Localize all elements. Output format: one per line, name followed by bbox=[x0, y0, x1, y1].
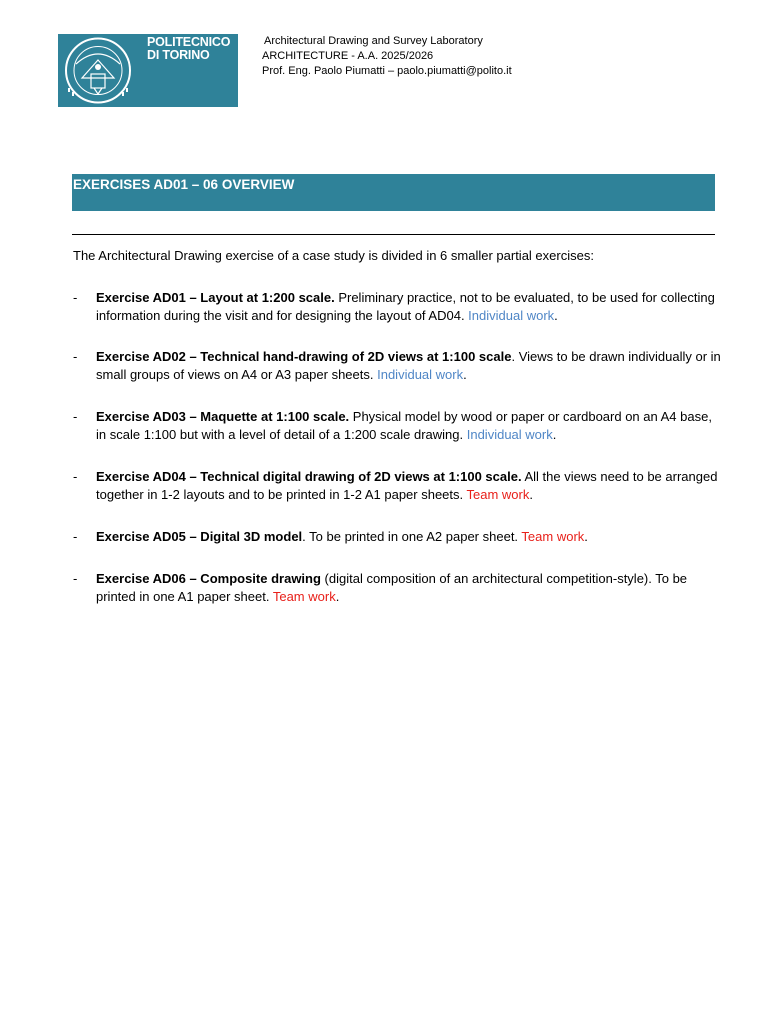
section-title: EXERCISES AD01 – 06 OVERVIEW bbox=[73, 177, 295, 192]
sentence-end: . bbox=[463, 367, 467, 382]
exercise-description: Preliminary practice, not to be evaluated, to be used for collecting information during the visit and for designing the layout of AD04. bbox=[96, 290, 715, 323]
professor-contact: Prof. Eng. Paolo Piumatti – paolo.piumatti@polito.it bbox=[262, 65, 512, 77]
sentence-end: . bbox=[584, 529, 588, 544]
exercise-description: Physical model by wood or paper or cardboard on an A4 base, in scale 1:100 but with a level of detail of a 1:200 scale drawing. bbox=[96, 409, 712, 442]
program-year: ARCHITECTURE - A.A. 2025/2026 bbox=[262, 50, 434, 62]
exercise-description: . To be printed in one A2 paper sheet. bbox=[302, 529, 522, 544]
exercise-item bbox=[73, 289, 725, 325]
exercise-heading: Exercise AD04 – Technical digital drawing of 2D views at 1:100 scale. bbox=[96, 469, 522, 484]
exercise-heading: Exercise AD01 – Layout at 1:200 scale. bbox=[96, 290, 335, 305]
divider bbox=[72, 234, 715, 235]
university-seal-icon bbox=[58, 34, 138, 107]
work-type-tag: Individual work bbox=[466, 427, 553, 442]
exercise-item bbox=[73, 570, 725, 606]
exercise-description: (digital composition of an architectural competition-style). To be printed in one A1 paper sheet. bbox=[96, 571, 688, 604]
course-header bbox=[262, 34, 512, 79]
exercise-heading: Exercise AD03 – Maquette at 1:100 scale. bbox=[96, 409, 350, 424]
logo-line-1: POLITECNICO bbox=[147, 35, 231, 49]
work-type-tag: Team work bbox=[272, 589, 336, 604]
sentence-end: . bbox=[554, 308, 558, 323]
intro-paragraph: The Architectural Drawing exercise of a case study is divided in 6 smaller partial exercises: bbox=[73, 248, 594, 263]
exercise-item bbox=[73, 348, 725, 384]
bullet-dash: - bbox=[73, 469, 78, 484]
exercise-heading: Exercise AD06 – Composite drawing bbox=[96, 571, 321, 586]
exercise-item bbox=[73, 528, 725, 546]
course-title: Architectural Drawing and Survey Laboratory bbox=[264, 35, 483, 47]
work-type-tag: Team work bbox=[466, 487, 530, 502]
logo-wordmark bbox=[147, 36, 230, 62]
exercise-heading: Exercise AD05 – Digital 3D model bbox=[96, 529, 303, 544]
work-type-tag: Individual work bbox=[468, 308, 555, 323]
sentence-end: . bbox=[529, 487, 533, 502]
bullet-dash: - bbox=[73, 529, 78, 544]
work-type-tag: Team work bbox=[521, 529, 585, 544]
work-type-tag: Individual work bbox=[377, 367, 464, 382]
exercise-heading: Exercise AD02 – Technical hand-drawing of 2D views at 1:100 scale bbox=[96, 349, 512, 364]
logo-line-2: DI TORINO bbox=[147, 48, 210, 62]
exercise-item bbox=[73, 468, 725, 504]
bullet-dash: - bbox=[73, 349, 78, 364]
university-logo bbox=[58, 34, 238, 107]
section-title-bar bbox=[72, 174, 715, 211]
bullet-dash: - bbox=[73, 409, 78, 424]
sentence-end: . bbox=[552, 427, 557, 442]
bullet-dash: - bbox=[73, 290, 78, 305]
bullet-dash: - bbox=[73, 571, 78, 586]
sentence-end: . bbox=[335, 589, 340, 604]
exercise-description: All the views need to be arranged together in 1-2 layouts and to be printed in 1-2 A1 paper sheets. bbox=[96, 469, 718, 502]
exercise-item bbox=[73, 408, 725, 444]
exercise-description: . Views to be drawn individually or in small groups of views on A4 or A3 paper sheets. bbox=[96, 349, 721, 382]
